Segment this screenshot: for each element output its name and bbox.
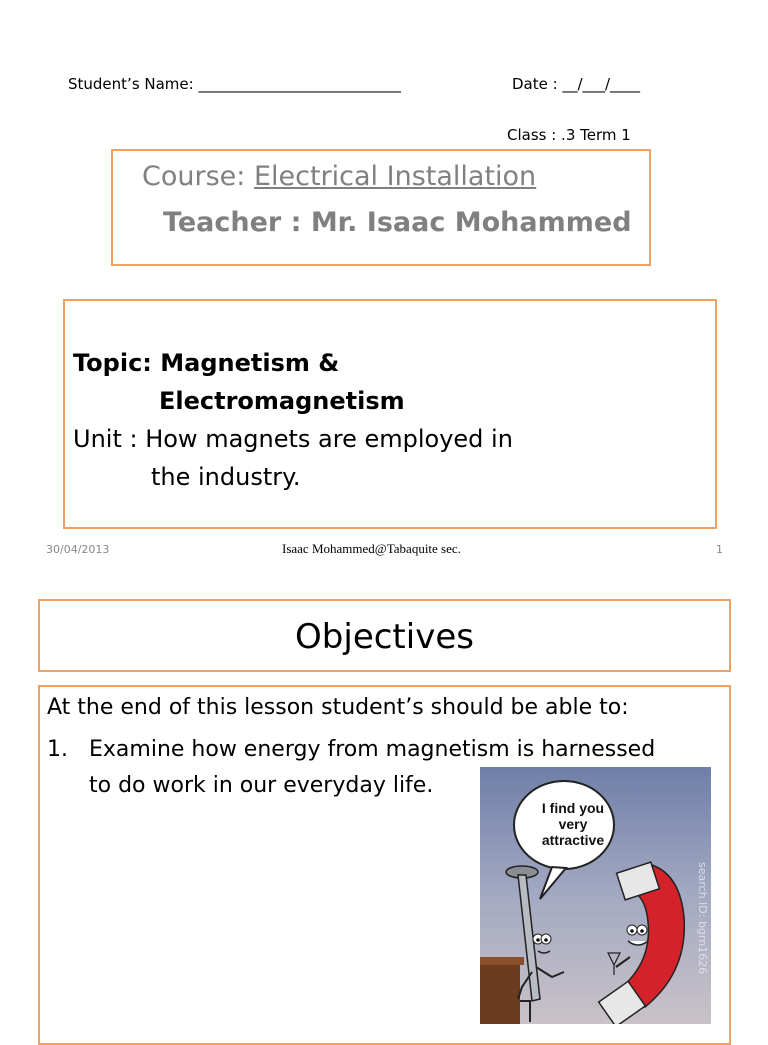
topic-line-2: Electromagnetism bbox=[159, 387, 405, 415]
topic-line-1: Topic: Magnetism & bbox=[73, 349, 340, 377]
course-name: Electrical Installation bbox=[253, 161, 537, 192]
footer-date: 30/04/2013 bbox=[46, 543, 110, 556]
cartoon-svg bbox=[480, 767, 711, 1024]
cartoon-watermark: search ID: bgrn1626 bbox=[696, 862, 709, 975]
objectives-intro: At the end of this lesson student’s should be able to: bbox=[47, 695, 629, 720]
cartoon-image bbox=[480, 767, 711, 1024]
objective-number: 1. bbox=[47, 737, 68, 762]
table bbox=[480, 961, 520, 1024]
speech-line-3: attractive bbox=[541, 832, 605, 848]
footer-page-number: 1 bbox=[716, 543, 723, 556]
class-term-line: Class : .3 Term 1 bbox=[507, 126, 631, 144]
objective-text-line-1: Examine how energy from magnetism is harnessed bbox=[89, 737, 656, 762]
objective-text-line-2: to do work in our everyday life. bbox=[89, 773, 434, 798]
objectives-title: Objectives bbox=[295, 617, 474, 657]
footer-author: Isaac Mohammed@Tabaquite sec. bbox=[282, 541, 461, 556]
unit-line-2: the industry. bbox=[151, 463, 301, 491]
speech-line-1: I find you bbox=[541, 800, 605, 816]
objective-item-1 bbox=[47, 737, 655, 762]
speech-line-2: very bbox=[558, 816, 588, 832]
topic-box bbox=[63, 299, 717, 529]
course-line bbox=[142, 161, 536, 192]
date-line: Date : __/___/____ bbox=[512, 75, 641, 93]
teacher-line: Teacher : Mr. Isaac Mohammed bbox=[163, 207, 632, 238]
course-box bbox=[111, 149, 651, 266]
unit-line-1: Unit : How magnets are employed in bbox=[73, 425, 513, 453]
course-prefix: Course: bbox=[142, 161, 254, 192]
objectives-title-box bbox=[38, 599, 731, 672]
student-name-line: Student’s Name: ___________________________ bbox=[68, 75, 401, 93]
